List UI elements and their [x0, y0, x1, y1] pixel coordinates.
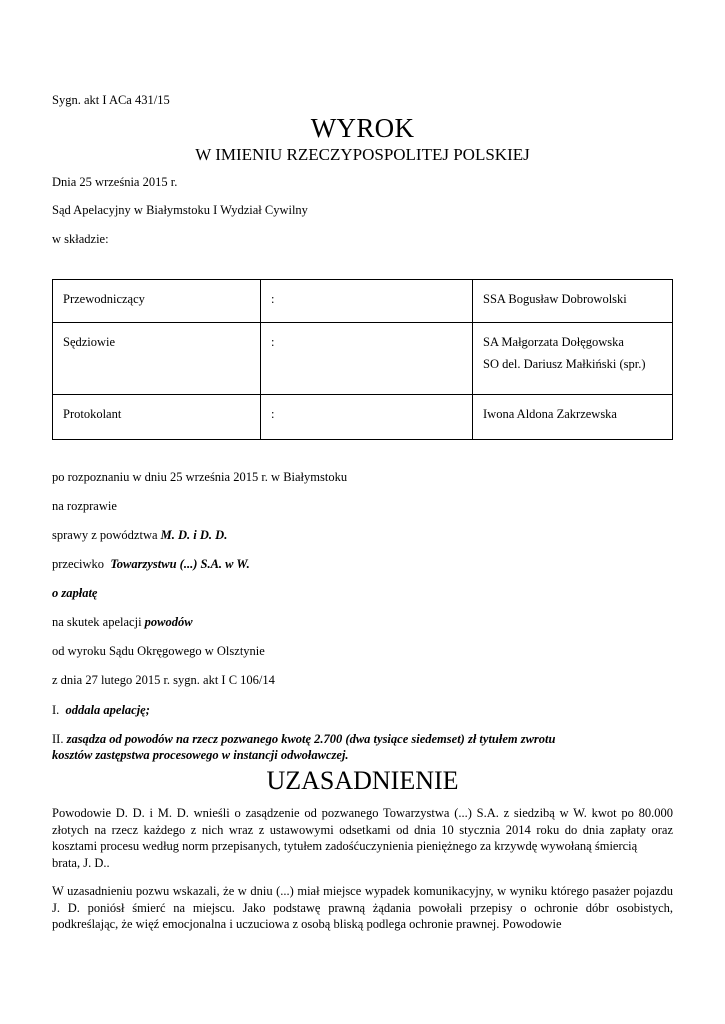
- date-line: Dnia 25 września 2015 r.: [52, 175, 178, 189]
- name-cell: SSA Bogusław Dobrowolski: [473, 280, 673, 323]
- court-composition-table: [52, 279, 673, 440]
- role-cell: Przewodniczący: [53, 280, 261, 323]
- justification-title: UZASADNIENIE: [266, 766, 459, 795]
- role-cell: Protokolant: [53, 395, 261, 440]
- composition-intro: w składzie:: [52, 232, 109, 246]
- ruling-number: II.: [52, 732, 64, 746]
- ruling-text: oddala apelację;: [65, 703, 150, 717]
- separator-cell: :: [261, 323, 473, 395]
- appeal-prefix: na skutek apelacji: [52, 615, 142, 629]
- ruling-2-line-1: [52, 731, 555, 747]
- appeal-line: [52, 614, 193, 630]
- judgment-title: WYROK: [310, 113, 415, 143]
- paragraph-text: Powodowie D. D. i M. D. wnieśli o zasądzenie od pozwanego Towarzystwa (...) S.A. z siedzibą w W. kwot po 80.000 złotych na rzecz każdego z nich wraz z ustawowymi odsetkami od dnia 10 stycznia 2014 roku do dnia zapłaty oraz kosztami procesu według norm przepisanych, tytułem zadośćuczynienia pieniężnego za krzywdę wywołaną śmiercią: [52, 806, 673, 853]
- judge-name: SO del. Dariusz Małkiński (spr.): [483, 357, 646, 371]
- judgment-subtitle: W IMIENIU RZECZYPOSPOLITEJ POLSKIEJ: [195, 145, 530, 164]
- ruling-1: [52, 702, 150, 718]
- defendant: Towarzystwu (...) S.A. w W.: [110, 557, 250, 571]
- table-row: [53, 323, 673, 395]
- justification-paragraph-1: [52, 805, 673, 871]
- against-line: [52, 556, 250, 572]
- claimants: M. D. i D. D.: [160, 528, 228, 542]
- ruling-text: zasądza od powodów na rzecz pozwanego kwotę 2.700 (dwa tysiące siedemset) zł tytułem zwrotu: [66, 732, 556, 746]
- claim-prefix: sprawy z powództwa: [52, 528, 158, 542]
- from-judgment-line: od wyroku Sądu Okręgowego w Olsztynie: [52, 644, 265, 658]
- justification-paragraph-2: W uzasadnieniu pozwu wskazali, że w dniu (...) miał miejsce wypadek komunikacyjny, w wyniku którego pasażer pojazdu J. D. poniósł śmierć na miejscu. Jako podstawę prawną żądania powołali przepisy o ochronie dóbr osobistych, podkreślając, że więź emocjonalna i uczuciowa z osobą bliską podlega ochronie prawnej. Powodowie: [52, 884, 673, 931]
- judgment-date-line: z dnia 27 lutego 2015 r. sygn. akt I C 106/14: [52, 673, 275, 687]
- hearing-line: na rozprawie: [52, 499, 117, 513]
- role-cell: Sędziowie: [53, 323, 261, 395]
- separator-cell: :: [261, 395, 473, 440]
- ruling-number: I.: [52, 703, 60, 717]
- court-line: Sąd Apelacyjny w Białymstoku I Wydział Cywilny: [52, 203, 308, 217]
- judge-name: SA Małgorzata Dołęgowska: [483, 335, 624, 349]
- name-cell: Iwona Aldona Zakrzewska: [473, 395, 673, 440]
- appellant: powodów: [144, 615, 193, 629]
- against-prefix: przeciwko: [52, 557, 105, 571]
- table-row: [53, 395, 673, 440]
- paragraph-text-end: brata, J. D..: [52, 855, 110, 870]
- subject-line: o zapłatę: [52, 586, 98, 600]
- ruling-2-line-2: kosztów zastępstwa procesowego w instancji odwoławczej.: [52, 748, 349, 762]
- separator-cell: :: [261, 280, 473, 323]
- name-cell: [473, 323, 673, 395]
- claim-line: [52, 527, 227, 543]
- case-number: Sygn. akt I ACa 431/15: [52, 93, 170, 107]
- table-row: [53, 280, 673, 323]
- considered-line: po rozpoznaniu w dniu 25 września 2015 r. w Białymstoku: [52, 470, 348, 484]
